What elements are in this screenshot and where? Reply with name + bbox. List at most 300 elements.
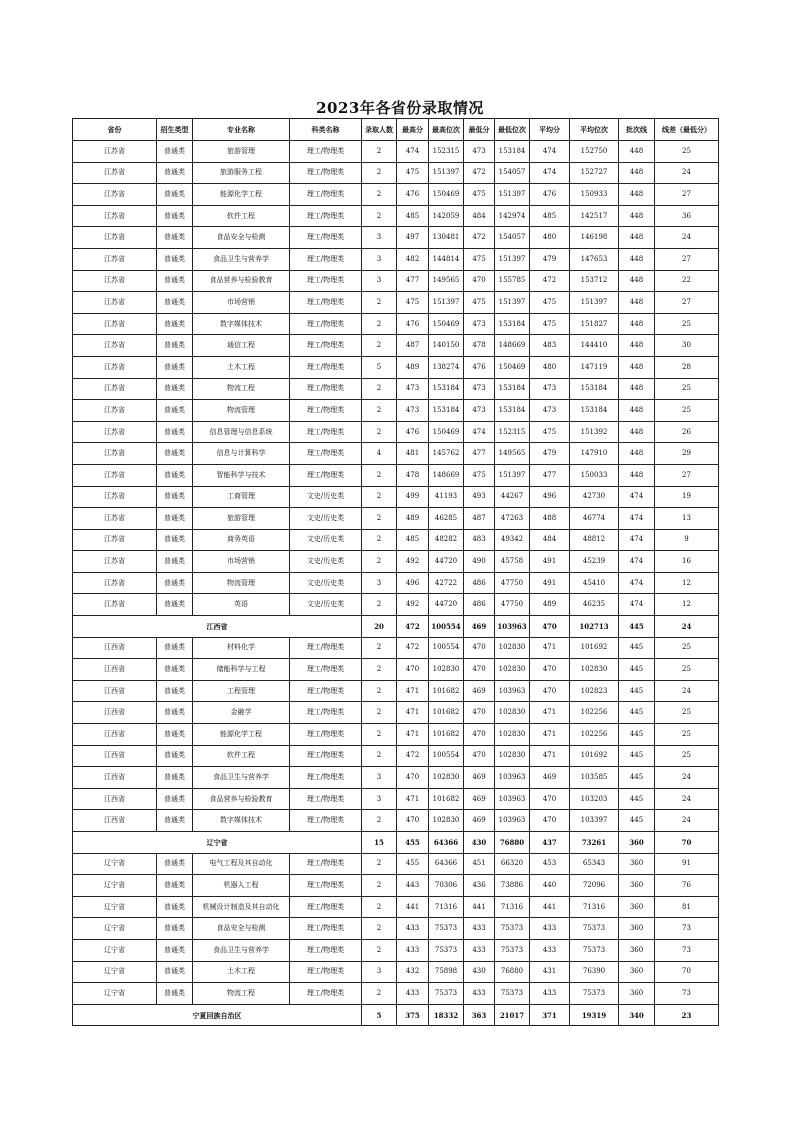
table-cell: 文史/历史类 (290, 572, 362, 594)
table-cell: 487 (464, 508, 495, 530)
table-cell: 451 (464, 853, 495, 875)
table-cell: 484 (464, 205, 495, 227)
table-cell: 471 (530, 724, 570, 746)
table-cell: 102256 (570, 702, 619, 724)
table-cell: 食品卫生与营养学 (193, 939, 290, 961)
table-cell: 151397 (495, 248, 530, 270)
table-cell: 理工/物理类 (290, 248, 362, 270)
table-cell: 474 (397, 141, 429, 163)
table-cell: 普通类 (157, 378, 193, 400)
table-cell: 485 (397, 205, 429, 227)
table-cell: 474 (619, 486, 655, 508)
summary-cell: 430 (464, 832, 495, 854)
table-cell: 理工/物理类 (290, 680, 362, 702)
table-cell: 江苏省 (73, 594, 157, 616)
table-cell: 470 (530, 788, 570, 810)
table-cell: 12 (655, 572, 719, 594)
table-cell: 102830 (495, 724, 530, 746)
column-header: 最低分 (464, 119, 495, 141)
table-cell: 普通类 (157, 270, 193, 292)
table-cell: 150933 (570, 184, 619, 206)
column-header: 省份 (73, 119, 157, 141)
table-cell: 151397 (495, 184, 530, 206)
table-cell: 辽宁省 (73, 896, 157, 918)
summary-cell: 360 (619, 832, 655, 854)
table-cell: 材料化学 (193, 637, 290, 659)
summary-cell: 24 (655, 616, 719, 638)
table-cell: 普通类 (157, 767, 193, 789)
table-cell: 理工/物理类 (290, 205, 362, 227)
table-cell: 473 (397, 378, 429, 400)
table-cell: 25 (655, 637, 719, 659)
province-summary-row (73, 832, 719, 854)
table-cell: 45410 (570, 572, 619, 594)
table-cell: 2 (362, 702, 397, 724)
table-cell: 470 (530, 810, 570, 832)
table-cell: 2 (362, 896, 397, 918)
table-cell: 474 (464, 421, 495, 443)
table-cell: 30 (655, 335, 719, 357)
table-cell: 江西省 (73, 767, 157, 789)
summary-cell: 455 (397, 832, 429, 854)
table-cell: 71316 (570, 896, 619, 918)
table-cell: 146198 (570, 227, 619, 249)
table-cell: 24 (655, 227, 719, 249)
table-cell: 433 (464, 918, 495, 940)
table-cell: 75373 (570, 918, 619, 940)
table-cell: 472 (397, 745, 429, 767)
table-cell: 153184 (495, 400, 530, 422)
table-cell: 440 (530, 875, 570, 897)
table-cell: 45239 (570, 551, 619, 573)
table-cell: 理工/物理类 (290, 896, 362, 918)
table-cell: 江苏省 (73, 184, 157, 206)
summary-cell: 76880 (495, 832, 530, 854)
table-cell: 101692 (570, 745, 619, 767)
table-cell: 文史/历史类 (290, 594, 362, 616)
table-cell: 102830 (495, 702, 530, 724)
table-cell: 食品安全与检测 (193, 918, 290, 940)
table-row (73, 896, 719, 918)
table-cell: 153184 (570, 378, 619, 400)
table-cell: 辽宁省 (73, 983, 157, 1005)
table-cell: 理工/物理类 (290, 875, 362, 897)
table-cell: 81 (655, 896, 719, 918)
table-cell: 475 (464, 184, 495, 206)
table-cell: 2 (362, 421, 397, 443)
column-header: 批次线 (619, 119, 655, 141)
table-cell: 142059 (429, 205, 464, 227)
table-cell: 理工/物理类 (290, 788, 362, 810)
table-cell: 471 (397, 680, 429, 702)
table-cell: 24 (655, 810, 719, 832)
table-cell: 478 (397, 464, 429, 486)
table-cell: 102830 (429, 659, 464, 681)
table-cell: 理工/物理类 (290, 918, 362, 940)
table-cell: 普通类 (157, 724, 193, 746)
table-cell: 470 (464, 702, 495, 724)
table-row (73, 767, 719, 789)
table-cell: 理工/物理类 (290, 767, 362, 789)
table-cell: 普通类 (157, 205, 193, 227)
table-cell: 文史/历史类 (290, 529, 362, 551)
table-cell: 448 (619, 378, 655, 400)
table-cell: 2 (362, 983, 397, 1005)
table-cell: 490 (464, 551, 495, 573)
table-cell: 151397 (429, 292, 464, 314)
table-cell: 445 (619, 659, 655, 681)
table-cell: 辽宁省 (73, 918, 157, 940)
province-name: 辽宁省 (73, 832, 362, 854)
table-cell: 47263 (495, 508, 530, 530)
table-cell: 44267 (495, 486, 530, 508)
table-cell: 2 (362, 378, 397, 400)
table-cell: 理工/物理类 (290, 637, 362, 659)
table-cell: 26 (655, 421, 719, 443)
table-cell: 470 (464, 659, 495, 681)
table-cell: 2 (362, 853, 397, 875)
table-cell: 普通类 (157, 983, 193, 1005)
table-cell: 150033 (570, 464, 619, 486)
table-cell: 普通类 (157, 141, 193, 163)
table-cell: 辽宁省 (73, 939, 157, 961)
table-cell: 辽宁省 (73, 875, 157, 897)
table-cell: 496 (530, 486, 570, 508)
summary-cell: 19319 (570, 1004, 619, 1026)
table-cell: 448 (619, 400, 655, 422)
table-cell: 金融学 (193, 702, 290, 724)
table-row (73, 421, 719, 443)
table-cell: 360 (619, 918, 655, 940)
table-row (73, 724, 719, 746)
table-cell: 64366 (429, 853, 464, 875)
table-cell: 448 (619, 270, 655, 292)
table-cell: 484 (530, 529, 570, 551)
summary-cell: 15 (362, 832, 397, 854)
table-cell: 470 (397, 810, 429, 832)
table-cell: 72096 (570, 875, 619, 897)
table-cell: 138274 (429, 356, 464, 378)
table-cell: 27 (655, 292, 719, 314)
table-cell: 2 (362, 724, 397, 746)
table-row (73, 141, 719, 163)
table-cell: 普通类 (157, 227, 193, 249)
table-cell: 155785 (495, 270, 530, 292)
table-cell: 江苏省 (73, 205, 157, 227)
table-row (73, 810, 719, 832)
table-cell: 433 (397, 939, 429, 961)
summary-cell: 103963 (495, 616, 530, 638)
summary-cell: 472 (397, 616, 429, 638)
table-row (73, 486, 719, 508)
table-cell: 433 (397, 918, 429, 940)
table-cell: 理工/物理类 (290, 378, 362, 400)
table-cell: 469 (464, 680, 495, 702)
table-cell: 103585 (570, 767, 619, 789)
table-cell: 普通类 (157, 529, 193, 551)
table-cell: 147119 (570, 356, 619, 378)
table-cell: 普通类 (157, 464, 193, 486)
table-cell: 文史/历史类 (290, 486, 362, 508)
column-header: 平均分 (530, 119, 570, 141)
column-header: 录取人数 (362, 119, 397, 141)
table-cell: 70306 (429, 875, 464, 897)
table-cell: 辽宁省 (73, 853, 157, 875)
table-row (73, 464, 719, 486)
table-cell: 103963 (495, 680, 530, 702)
table-cell: 普通类 (157, 335, 193, 357)
table-cell: 475 (397, 162, 429, 184)
table-cell: 153184 (429, 378, 464, 400)
table-cell: 492 (397, 594, 429, 616)
table-cell: 江苏省 (73, 356, 157, 378)
table-cell: 食品安全与检测 (193, 227, 290, 249)
table-cell: 普通类 (157, 896, 193, 918)
table-cell: 448 (619, 443, 655, 465)
table-cell: 江苏省 (73, 335, 157, 357)
table-cell: 22 (655, 270, 719, 292)
table-cell: 477 (397, 270, 429, 292)
table-cell: 理工/物理类 (290, 961, 362, 983)
table-cell: 153712 (570, 270, 619, 292)
table-cell: 江苏省 (73, 421, 157, 443)
table-cell: 488 (530, 508, 570, 530)
summary-cell: 64366 (429, 832, 464, 854)
table-cell: 101682 (429, 702, 464, 724)
table-cell: 理工/物理类 (290, 939, 362, 961)
table-cell: 普通类 (157, 702, 193, 724)
table-cell: 2 (362, 508, 397, 530)
table-cell: 436 (464, 875, 495, 897)
table-cell: 481 (397, 443, 429, 465)
table-cell: 448 (619, 184, 655, 206)
table-cell: 普通类 (157, 400, 193, 422)
table-cell: 2 (362, 918, 397, 940)
column-header: 平均位次 (570, 119, 619, 141)
table-cell: 27 (655, 184, 719, 206)
table-cell: 2 (362, 551, 397, 573)
table-cell: 102830 (495, 659, 530, 681)
table-cell: 储能科学与工程 (193, 659, 290, 681)
table-cell: 25 (655, 745, 719, 767)
table-cell: 102830 (429, 767, 464, 789)
table-cell: 理工/物理类 (290, 292, 362, 314)
table-cell: 普通类 (157, 961, 193, 983)
table-cell: 2 (362, 939, 397, 961)
table-cell: 普通类 (157, 939, 193, 961)
table-cell: 448 (619, 313, 655, 335)
table-cell: 473 (530, 400, 570, 422)
table-cell: 江苏省 (73, 551, 157, 573)
table-cell: 476 (464, 356, 495, 378)
table-cell: 29 (655, 443, 719, 465)
table-cell: 48812 (570, 529, 619, 551)
table-cell: 153184 (429, 400, 464, 422)
table-cell: 445 (619, 680, 655, 702)
admission-table (72, 118, 719, 1026)
table-cell: 24 (655, 788, 719, 810)
table-row (73, 572, 719, 594)
table-cell: 443 (397, 875, 429, 897)
table-cell: 483 (464, 529, 495, 551)
table-cell: 2 (362, 335, 397, 357)
table-cell: 65343 (570, 853, 619, 875)
table-row (73, 378, 719, 400)
table-cell: 辽宁省 (73, 961, 157, 983)
province-name: 江西省 (73, 616, 362, 638)
table-cell: 25 (655, 724, 719, 746)
table-cell: 152315 (429, 141, 464, 163)
table-cell: 普通类 (157, 184, 193, 206)
table-cell: 472 (397, 637, 429, 659)
table-cell: 江苏省 (73, 400, 157, 422)
table-cell: 28 (655, 356, 719, 378)
summary-cell: 470 (530, 616, 570, 638)
table-cell: 483 (530, 335, 570, 357)
table-cell: 433 (464, 939, 495, 961)
table-cell: 土木工程 (193, 961, 290, 983)
table-cell: 江苏省 (73, 378, 157, 400)
table-cell: 471 (530, 745, 570, 767)
table-header-row (73, 119, 719, 141)
table-row (73, 918, 719, 940)
table-cell: 73 (655, 918, 719, 940)
table-row (73, 983, 719, 1005)
table-cell: 492 (397, 551, 429, 573)
table-cell: 496 (397, 572, 429, 594)
table-cell: 431 (530, 961, 570, 983)
table-cell: 455 (397, 853, 429, 875)
table-cell: 477 (464, 443, 495, 465)
table-cell: 91 (655, 853, 719, 875)
table-cell: 448 (619, 464, 655, 486)
table-cell: 102823 (570, 680, 619, 702)
table-cell: 机械设计制造及其自动化 (193, 896, 290, 918)
summary-cell: 371 (530, 1004, 570, 1026)
table-row (73, 227, 719, 249)
table-cell: 479 (530, 443, 570, 465)
table-cell: 机器人工程 (193, 875, 290, 897)
table-cell: 471 (530, 637, 570, 659)
table-cell: 土木工程 (193, 356, 290, 378)
table-cell: 445 (619, 788, 655, 810)
table-cell: 150469 (429, 313, 464, 335)
table-cell: 3 (362, 248, 397, 270)
table-cell: 153184 (495, 141, 530, 163)
table-row (73, 875, 719, 897)
table-cell: 普通类 (157, 875, 193, 897)
table-cell: 73 (655, 983, 719, 1005)
table-cell: 2 (362, 810, 397, 832)
table-cell: 理工/物理类 (290, 270, 362, 292)
table-cell: 27 (655, 248, 719, 270)
table-cell: 151827 (570, 313, 619, 335)
table-cell: 理工/物理类 (290, 162, 362, 184)
table-cell: 3 (362, 767, 397, 789)
table-cell: 486 (464, 572, 495, 594)
table-cell: 445 (619, 724, 655, 746)
table-cell: 477 (530, 464, 570, 486)
table-row (73, 270, 719, 292)
table-cell: 140150 (429, 335, 464, 357)
table-cell: 470 (530, 659, 570, 681)
table-cell: 理工/物理类 (290, 443, 362, 465)
table-cell: 479 (530, 248, 570, 270)
table-cell: 江苏省 (73, 248, 157, 270)
table-cell: 江西省 (73, 637, 157, 659)
table-cell: 理工/物理类 (290, 464, 362, 486)
table-cell: 152750 (570, 141, 619, 163)
summary-cell: 23 (655, 1004, 719, 1026)
table-cell: 普通类 (157, 594, 193, 616)
table-cell: 信息管理与信息系统 (193, 421, 290, 443)
table-cell: 江苏省 (73, 486, 157, 508)
table-cell: 445 (619, 767, 655, 789)
table-cell: 470 (397, 659, 429, 681)
table-cell: 普通类 (157, 788, 193, 810)
table-cell: 2 (362, 313, 397, 335)
table-cell: 441 (464, 896, 495, 918)
table-cell: 480 (530, 356, 570, 378)
table-cell: 448 (619, 248, 655, 270)
table-cell: 149565 (429, 270, 464, 292)
table-cell: 76390 (570, 961, 619, 983)
table-cell: 448 (619, 141, 655, 163)
table-cell: 2 (362, 205, 397, 227)
table-cell: 2 (362, 486, 397, 508)
table-cell: 433 (530, 918, 570, 940)
table-cell: 市场营销 (193, 292, 290, 314)
table-cell: 江苏省 (73, 508, 157, 530)
table-cell: 3 (362, 788, 397, 810)
table-cell: 普通类 (157, 486, 193, 508)
table-cell: 474 (619, 594, 655, 616)
table-cell: 75373 (570, 983, 619, 1005)
table-cell: 489 (397, 356, 429, 378)
table-cell: 471 (397, 724, 429, 746)
table-cell: 江苏省 (73, 529, 157, 551)
table-cell: 102830 (495, 637, 530, 659)
table-cell: 江西省 (73, 702, 157, 724)
table-cell: 101692 (570, 637, 619, 659)
table-cell: 江西省 (73, 788, 157, 810)
table-cell: 普通类 (157, 443, 193, 465)
table-cell: 能源化学工程 (193, 724, 290, 746)
table-cell: 152315 (495, 421, 530, 443)
table-cell: 154057 (495, 162, 530, 184)
table-cell: 25 (655, 313, 719, 335)
column-header: 最低位次 (495, 119, 530, 141)
table-cell: 智能科学与技术 (193, 464, 290, 486)
table-cell: 485 (530, 205, 570, 227)
table-cell: 75373 (495, 918, 530, 940)
table-cell: 普通类 (157, 551, 193, 573)
table-cell: 信息与计算科学 (193, 443, 290, 465)
table-row (73, 745, 719, 767)
table-cell: 普通类 (157, 637, 193, 659)
summary-cell: 340 (619, 1004, 655, 1026)
table-cell: 江苏省 (73, 141, 157, 163)
table-cell: 理工/物理类 (290, 983, 362, 1005)
table-cell: 3 (362, 270, 397, 292)
table-cell: 145762 (429, 443, 464, 465)
summary-cell: 20 (362, 616, 397, 638)
table-cell: 普通类 (157, 918, 193, 940)
table-cell: 448 (619, 356, 655, 378)
table-cell: 2 (362, 875, 397, 897)
table-cell: 英语 (193, 594, 290, 616)
table-row (73, 400, 719, 422)
